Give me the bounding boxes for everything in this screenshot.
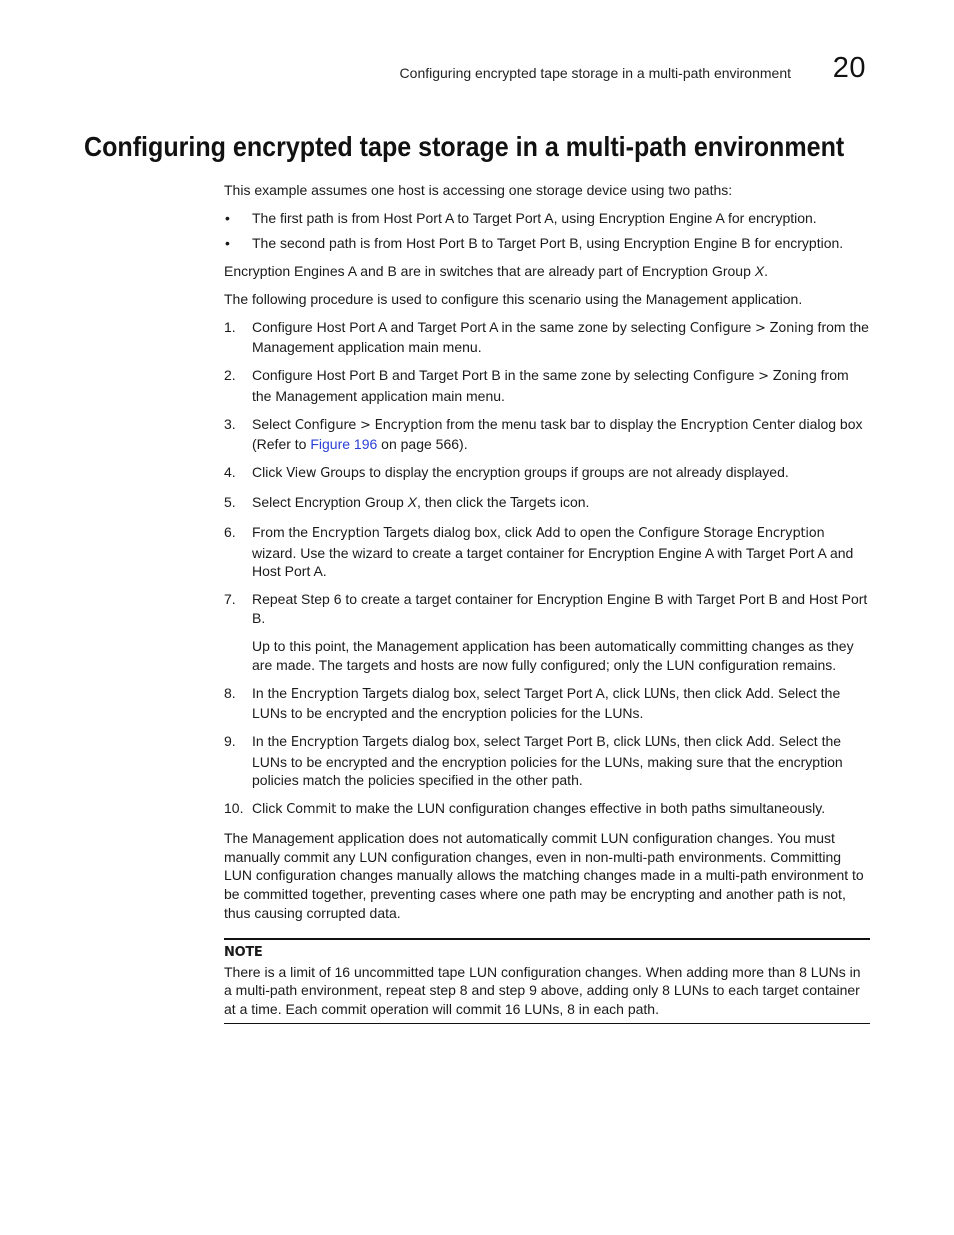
- step-1: 1. Configure Host Port A and Target Port A in the same zone by selecting Configure > Zoning from the Management application main menu.: [224, 318, 869, 356]
- step-4: 4. Click View Groups to display the encryption groups if groups are not already displayed.: [224, 464, 789, 482]
- note-label: NOTE: [224, 945, 263, 961]
- list-item: • The second path is from Host Port B to Target Port B, using Encryption Engine B for encryption.: [225, 234, 844, 251]
- chapter-number: 20: [832, 52, 866, 84]
- bullet-icon: •: [225, 209, 230, 226]
- section-title: Configuring encrypted tape storage in a multi-path environment: [84, 131, 845, 162]
- procedure-paragraph: The following procedure is used to configure this scenario using the Management application.: [224, 290, 803, 307]
- step-6: 6. From the Encryption Targets dialog box, click Add to open the Configure Storage Encryption wizard. Use the wizard to create a target container for Encryption Engine A with Target Port A and Host Port A.: [224, 524, 854, 580]
- step-2: 2. Configure Host Port B and Target Port B in the same zone by selecting Configure > Zoning from the Management application main menu.: [224, 367, 849, 404]
- commit-paragraph: The Management application does not automatically commit LUN configuration changes. You must manually commit any LUN configuration changes, even in non-multi-path environments. Committing LUN configuration changes manually allows the matching changes made in a multi-path environment to be committed together, preventing cases where one path may be encrypting and another path is not, thus causing corrupted data.: [224, 830, 864, 921]
- running-header-title: Configuring encrypted tape storage in a multi-path environment: [399, 65, 791, 81]
- intro-paragraph: This example assumes one host is accessing one storage device using two paths:: [224, 182, 733, 198]
- step-7-note: Up to this point, the Management application has been automatically committing changes as they are made. The targets and hosts are now fully configured; only the LUN configuration remains.: [252, 637, 854, 673]
- step-5: 5. Select Encryption Group X, then click the Targets icon.: [224, 494, 590, 512]
- step-10: 10. Click Commit to make the LUN configuration changes effective in both paths simultaneously.: [224, 800, 826, 818]
- path-list: [224, 209, 870, 253]
- step-3: 3. Select Configure > Encryption from the menu task bar to display the Encryption Center dialog box (Refer to Figure 196 on page 566).: [224, 415, 863, 453]
- step-8: 8. In the Encryption Targets dialog box, select Target Port A, click LUNs, then click Add. Select the LUNs to be encrypted and the encryption policies for the LUNs.: [224, 684, 841, 722]
- figure-196-link[interactable]: Figure 196: [310, 436, 378, 453]
- note-box: [224, 938, 870, 1023]
- step-7: 7. Repeat Step 6 to create a target container for Encryption Engine B with Target Port B and Host Port B. Up to this point, the Management application has been automatically committing changes as they are made. The targets and hosts are now fully configured; only the LUN configuration remains.: [224, 590, 870, 674]
- step-9: 9. In the Encryption Targets dialog box, select Target Port B, click LUNs, then click Add. Select the LUNs to be encrypted and the encryption policies for the LUNs, making sure that the encryption policies match the policies specified in the other path.: [224, 733, 843, 789]
- list-item: • The first path is from Host Port A to Target Port A, using Encryption Engine A for encryption.: [225, 209, 817, 226]
- engines-paragraph: Encryption Engines A and B are in switches that are already part of Encryption Group X.: [224, 262, 768, 279]
- note-text: There is a limit of 16 uncommitted tape LUN configuration changes. When adding more than 8 LUNs in a multi-path environment, repeat step 8 and step 9 above, adding only 8 LUNs to each target container at a time. Each commit operation will commit 16 LUNs, 8 in each path.: [224, 963, 861, 1018]
- procedure-steps: [224, 318, 870, 820]
- bullet-icon: •: [225, 234, 230, 251]
- body-content: [224, 181, 870, 1024]
